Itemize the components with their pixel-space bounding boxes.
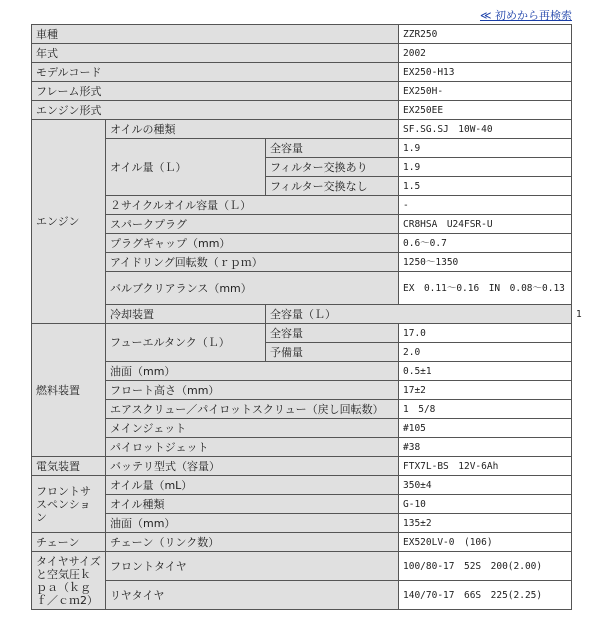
table-row: [32, 552, 572, 581]
table-row: [32, 324, 572, 343]
oil-type-value: SF.SG.SJ 10W-40: [399, 120, 572, 139]
table-row: [32, 495, 572, 514]
table-row: [32, 476, 572, 495]
table-row: [32, 25, 572, 44]
valve-clearance-value: EX 0.11～0.16 IN 0.08～0.13: [399, 272, 572, 305]
table-row: [32, 253, 572, 272]
front-suspension-section-label: フロントサスペンション: [32, 476, 106, 533]
year-value: 2002: [399, 44, 572, 63]
fork-oil-level-value: 135±2: [399, 514, 572, 533]
year-label: 年式: [32, 44, 399, 63]
rear-tire-label: リヤタイヤ: [106, 581, 399, 610]
oil-without-filter-label: フィルター交換なし: [266, 177, 399, 196]
plug-gap-label: プラグギャップ（mm）: [106, 234, 399, 253]
model-label: 車種: [32, 25, 399, 44]
fork-oil-type-value: G-10: [399, 495, 572, 514]
table-row: [32, 419, 572, 438]
fork-oil-level-label: 油面（mm）: [106, 514, 399, 533]
rear-tire-value: 140/70-17 66S 225(2.25): [399, 581, 572, 610]
valve-clearance-label: バルブクリアランス（mm）: [106, 272, 399, 305]
fuel-tank-total-value: 17.0: [399, 324, 572, 343]
model-code-label: モデルコード: [32, 63, 399, 82]
table-row: [32, 101, 572, 120]
table-row: [32, 381, 572, 400]
table-row: [32, 82, 572, 101]
spark-plug-value: CR8HSA U24FSR-U: [399, 215, 572, 234]
electrical-section-label: 電気装置: [32, 457, 106, 476]
oil-amount-label: オイル量（Ｌ）: [106, 139, 266, 196]
frame-label: フレーム形式: [32, 82, 399, 101]
fork-oil-amount-value: 350±4: [399, 476, 572, 495]
table-row: [32, 44, 572, 63]
air-screw-value: 1 5/8: [399, 400, 572, 419]
float-height-label: フロート高さ（mm）: [106, 381, 399, 400]
table-row: [32, 196, 572, 215]
engine-section-label: エンジン: [32, 120, 106, 324]
pilot-jet-value: #38: [399, 438, 572, 457]
chain-section-label: チェーン: [32, 533, 106, 552]
two-stroke-oil-label: ２サイクルオイル容量（Ｌ）: [106, 196, 399, 215]
cooling-section-label: 冷却装置: [106, 305, 266, 324]
fuel-tank-reserve-value: 2.0: [399, 343, 572, 362]
chain-links-value: EX520LV-0 (106): [399, 533, 572, 552]
model-code-value: EX250-H13: [399, 63, 572, 82]
front-tire-label: フロントタイヤ: [106, 552, 399, 581]
main-jet-value: #105: [399, 419, 572, 438]
table-row: [32, 139, 572, 158]
fuel-tank-reserve-label: 予備量: [266, 343, 399, 362]
table-row: 冷却装置 全容量（Ｌ） 1: [32, 305, 572, 324]
engine-type-label: エンジン形式: [32, 101, 399, 120]
oil-without-filter-value: 1.5: [399, 177, 572, 196]
fork-oil-amount-label: オイル量（mL）: [106, 476, 399, 495]
float-height-value: 17±2: [399, 381, 572, 400]
fuel-section-label: 燃料装置: [32, 324, 106, 457]
fuel-oil-level-value: 0.5±1: [399, 362, 572, 381]
fuel-oil-level-label: 油面（mm）: [106, 362, 399, 381]
oil-with-filter-label: フィルター交換あり: [266, 158, 399, 177]
main-jet-label: メインジェット: [106, 419, 399, 438]
frame-value: EX250H-: [399, 82, 572, 101]
back-to-search-link[interactable]: ≪ 初めから再検索: [479, 9, 572, 22]
spec-table: [31, 24, 582, 610]
air-screw-label: エアスクリュー／パイロットスクリュー（戻し回転数）: [106, 400, 399, 419]
table-row: [32, 400, 572, 419]
battery-value: FTX7L-BS 12V-6Ah: [399, 457, 572, 476]
plug-gap-value: 0.6～0.7: [399, 234, 572, 253]
fork-oil-type-label: オイル種類: [106, 495, 399, 514]
chain-links-label: チェーン（リンク数）: [106, 533, 399, 552]
oil-type-label: オイルの種類: [106, 120, 399, 139]
oil-total-value: 1.9: [399, 139, 572, 158]
table-row: [32, 533, 572, 552]
fuel-tank-total-label: 全容量: [266, 324, 399, 343]
battery-label: バッテリ型式（容量）: [106, 457, 399, 476]
table-row: [32, 514, 572, 533]
two-stroke-oil-value: -: [399, 196, 572, 215]
idle-rpm-value: 1250～1350: [399, 253, 572, 272]
coolant-total-label: 全容量（Ｌ）: [266, 305, 572, 324]
front-tire-value: 100/80-17 52S 200(2.00): [399, 552, 572, 581]
table-row: [32, 362, 572, 381]
table-row: [32, 120, 572, 139]
table-row: [32, 457, 572, 476]
pilot-jet-label: パイロットジェット: [106, 438, 399, 457]
spark-plug-label: スパークプラグ: [106, 215, 399, 234]
table-row: [32, 234, 572, 253]
tires-section-label: タイヤサイズと空気圧ｋｐａ（ｋｇｆ／ｃｍ2）: [32, 552, 106, 610]
model-value: ZZR250: [399, 25, 572, 44]
table-row: [32, 581, 572, 610]
oil-total-label: 全容量: [266, 139, 399, 158]
oil-with-filter-value: 1.9: [399, 158, 572, 177]
table-row: [32, 438, 572, 457]
fuel-tank-label: フューエルタンク（Ｌ）: [106, 324, 266, 362]
table-row: [32, 63, 572, 82]
idle-rpm-label: アイドリング回転数（ｒｐｍ）: [106, 253, 399, 272]
engine-type-value: EX250EE: [399, 101, 572, 120]
table-row: [32, 215, 572, 234]
table-row: [32, 272, 572, 305]
